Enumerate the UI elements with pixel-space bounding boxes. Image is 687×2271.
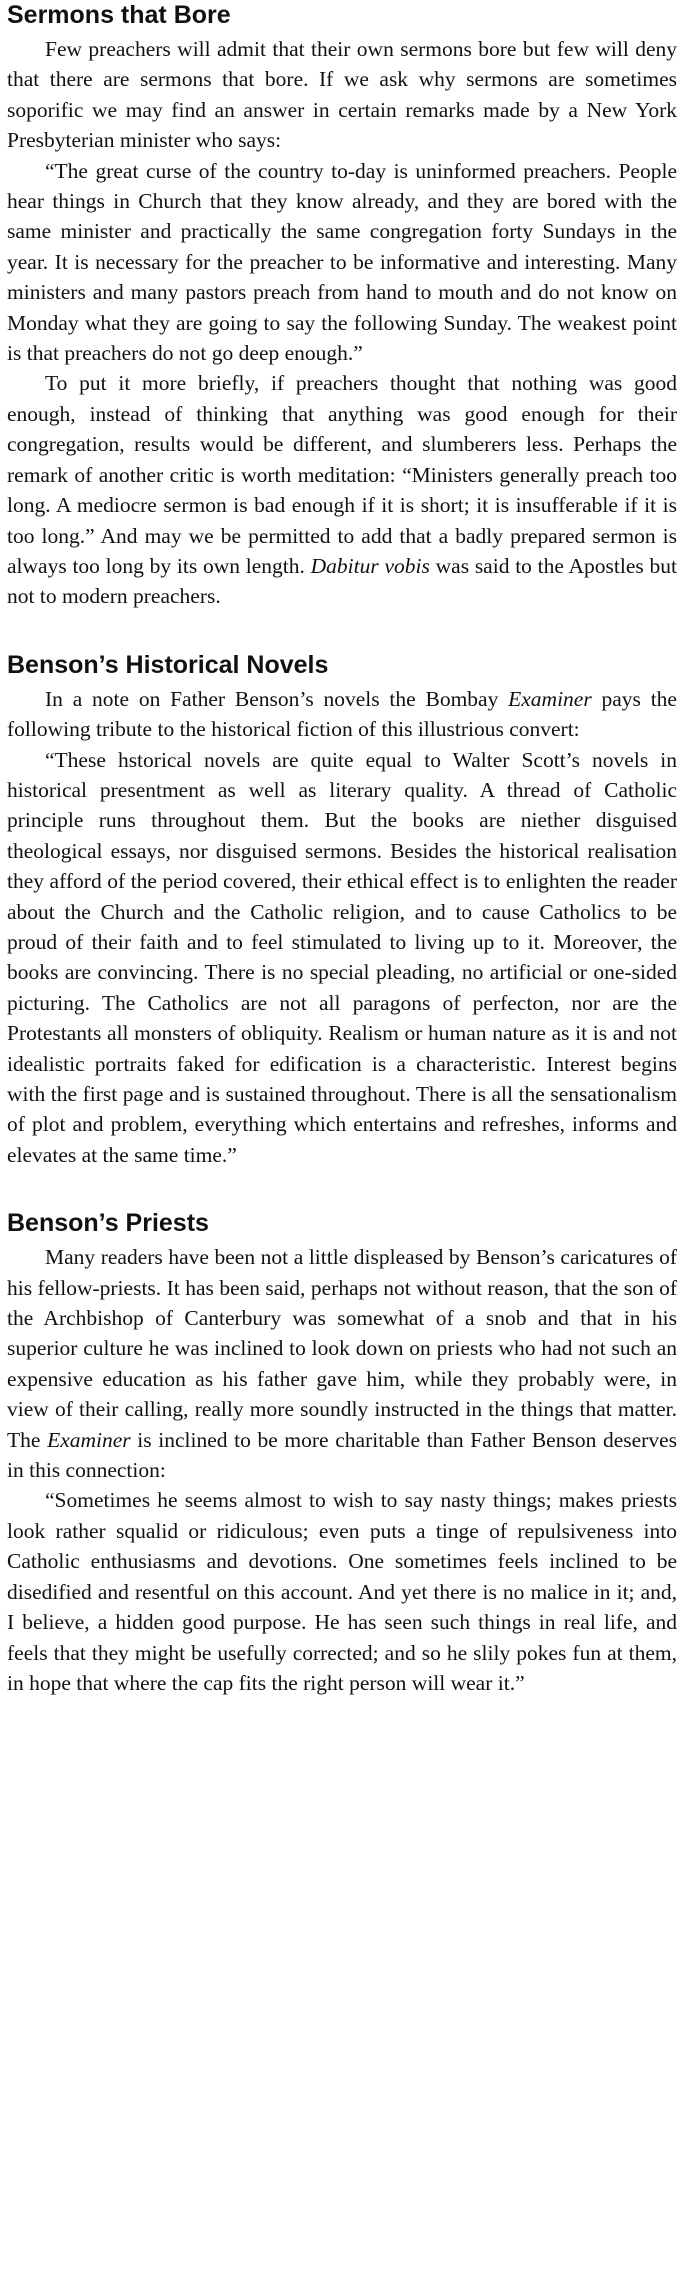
- section-heading: Benson’s Historical Novels: [7, 650, 329, 679]
- paragraph-text: Many readers have been not a little displeased by Benson’s caricatures of his fellow-priests. It has been said, perhaps not without reason, that the son of the Archbishop of Canterbury was somewhat of a snob and that in his superior culture he was inclined to look down on priests who had not such an expensive education as his father gave him, while they probably were, in view of their calling, really more soundly instructed in the things that matter. The: [7, 1245, 677, 1452]
- paragraph-text: is inclined to be more charitable than Father Benson deserves in this connection:: [7, 1427, 677, 1483]
- paragraph: [7, 684, 677, 745]
- section-heading: Sermons that Bore: [7, 1, 231, 29]
- paragraph: Few preachers will admit that their own sermons bore but few will deny that there are sermons that bore. If we ask why sermons are sometimes soporific we may find an answer in certain remarks made by a New York Presbyterian minister who says:: [7, 37, 677, 153]
- paragraph-text: pays the following tribute to the historical fiction of this illustrious convert:: [7, 686, 677, 742]
- section-bensons-historical-novels: [7, 650, 677, 1171]
- section-bensons-priests: [7, 1208, 677, 1698]
- section-heading: Benson’s Priests: [7, 1209, 209, 1238]
- publication-name: Examiner: [508, 686, 592, 711]
- quotation: “These hstorical novels are quite equal to Walter Scott’s novels in historical presentment as well as literary quality. A thread of Catholic principle runs throughout them. But the books are niether disguised theological essays, nor disguised sermons. Besides the historical realisation they afford of the period covered, their ethical effect is to enlighten the reader about the Church and the Catholic religion, and to cause Catholics to be proud of their faith and to feel stimulated to living up to it. Moreover, the books are convincing. There is no special pleading, no artificial or one-sided picturing. The Catholics are not all paragons of perfecton, nor are the Protestants all monsters of obliquity. Realism or human nature as it is and not idealistic portraits faked for edification is a characteristic. Interest begins with the first page and is sustained throughout. There is all the sensationalism of plot and problem, everything which entertains and refreshes, informs and elevates at the same time.”: [7, 747, 677, 1167]
- quotation: “Sometimes he seems almost to wish to say nasty things; makes priests look rather squalid or ridiculous; even puts a tinge of repulsiveness into Catholic enthusiasms and devotions. One sometimes feels inclined to be disedified and resentful on this account. And yet there is no malice in it; and, I believe, a hidden good purpose. He has seen such things in real life, and feels that they might be usefully corrected; and so he slily pokes fun at them, in hope that where the cap fits the right person will wear it.”: [7, 1488, 677, 1695]
- paragraph-text: To put it more briefly, if preachers thought that nothing was good enough, instead of thinking that anything was good enough for their congregation, results would be different, and slumberers less. Perhaps the remark of another critic is worth meditation: “Ministers generally preach too long. A mediocre sermon is bad enough if it is short; it is insufferable if it is too long.” And may we be permitted to add that a badly prepared sermon is always too long by its own length.: [7, 371, 677, 578]
- latin-phrase: Dabitur vobis: [310, 553, 430, 578]
- quotation: “The great curse of the country to-day is uninformed preachers. People hear things in Church that they know already, and they are bored with the same minister and practically the same congregation forty Sundays in the year. It is necessary for the preacher to be informative and interesting. Many ministers and many pastors preach from hand to mouth and do not know on Monday what they are going to say the following Sunday. The weakest point is that preachers do not go deep enough.”: [7, 158, 677, 366]
- paragraph: [7, 1242, 677, 1485]
- paragraph: [7, 368, 677, 611]
- section-sermons-that-bore: [7, 0, 677, 612]
- paragraph-text: In a note on Father Benson’s novels the Bombay: [45, 686, 509, 711]
- publication-name: Examiner: [47, 1427, 131, 1452]
- paragraph-text: was said to the Apostles but not to modern preachers.: [7, 553, 677, 609]
